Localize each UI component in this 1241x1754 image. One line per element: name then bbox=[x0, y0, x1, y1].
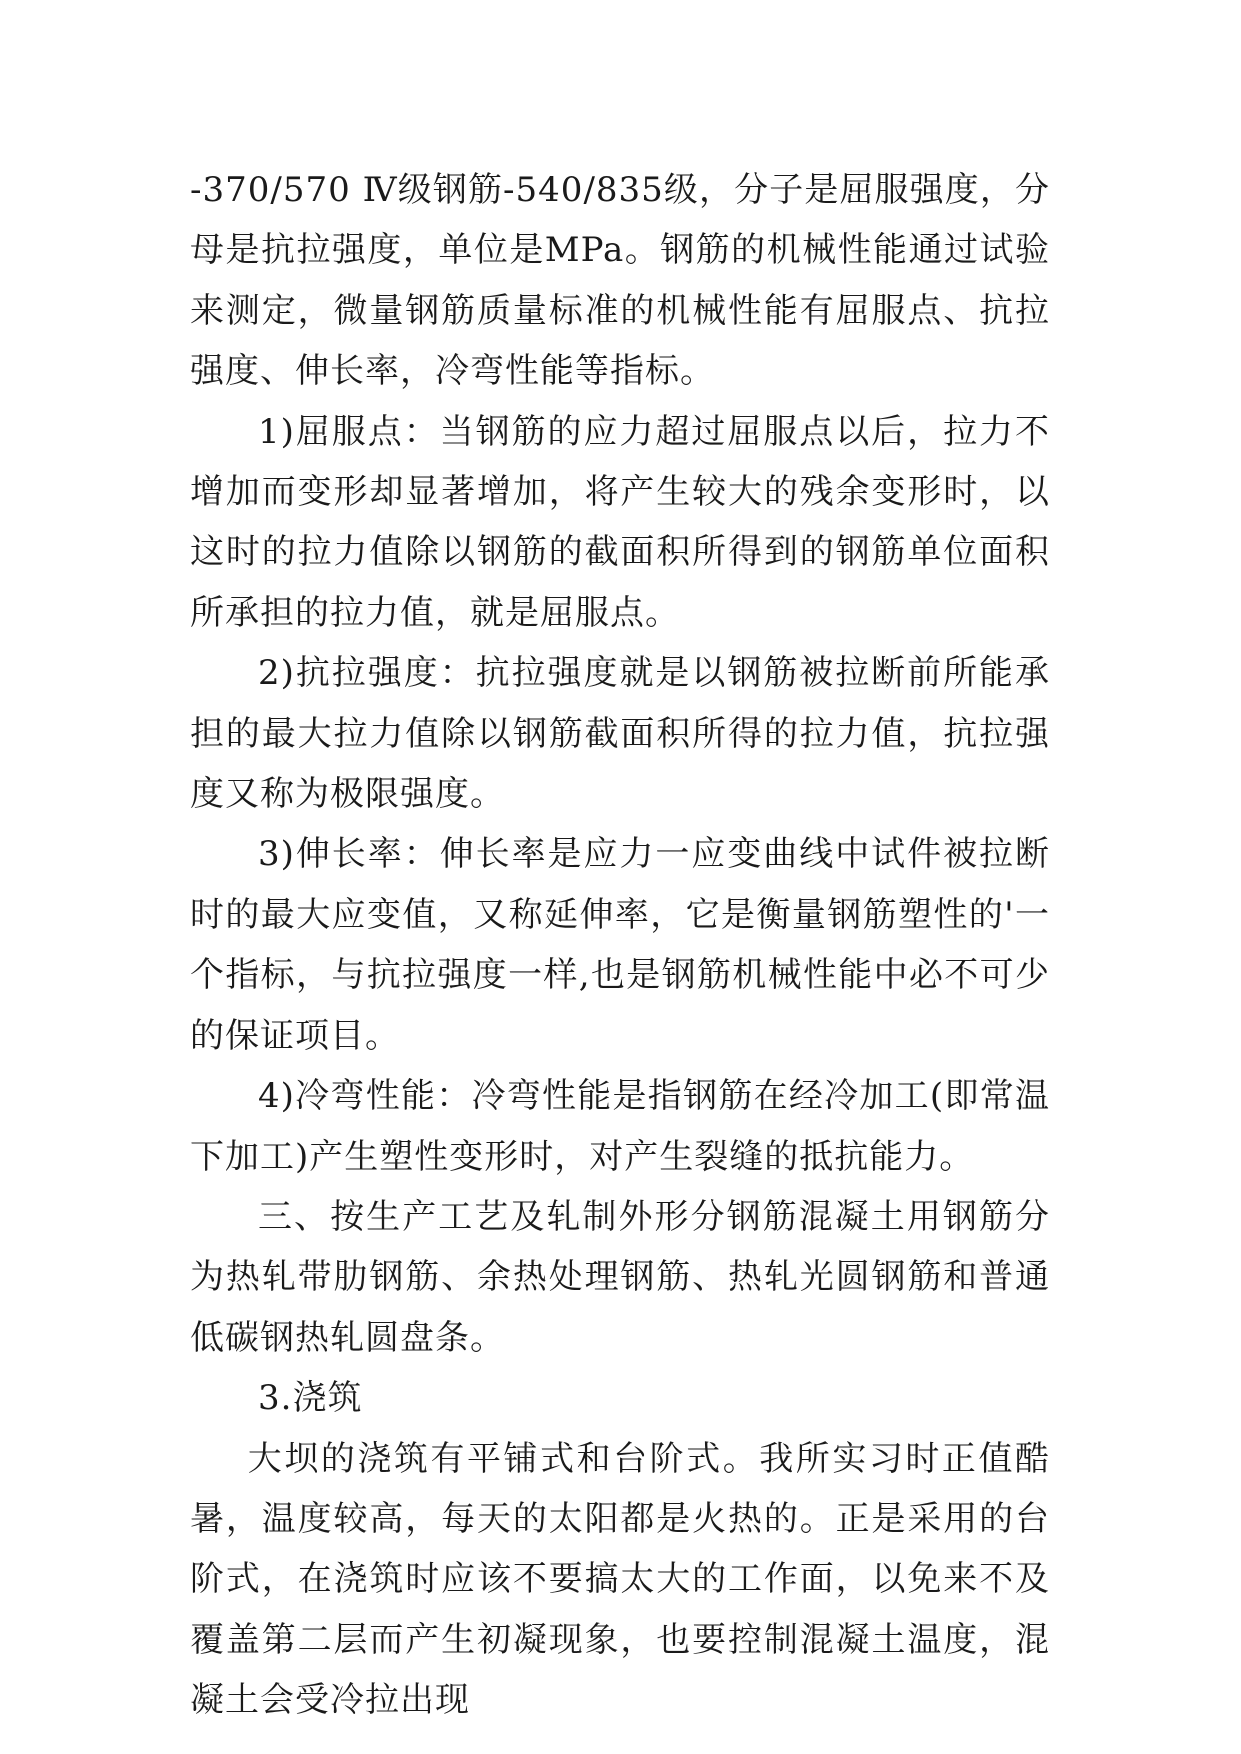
paragraph-elongation: 3)伸长率：伸长率是应力一应变曲线中试件被拉断时的最大应变值，又称延伸率，它是衡量钢筋塑性的'一个指标，与抗拉强度一样,也是钢筋机械性能中必不可少的保证项目。 bbox=[190, 834, 1050, 1056]
paragraph-steel-grades: -370/570 Ⅳ级钢筋-540/835级，分子是屈服强度，分母是抗拉强度，单位是MPa。钢筋的机械性能通过试验来测定，微量钢筋质量标准的机械性能有屈服点、抗拉强度、伸长率，冷弯性能等指标。 bbox=[190, 170, 1050, 392]
paragraph-pouring: 大坝的浇筑有平铺式和台阶式。我所实习时正值酷暑，温度较高，每天的太阳都是火热的。正是采用的台阶式，在浇筑时应该不要搞太大的工作面，以免来不及覆盖第二层而产生初凝现象，也要控制混凝土温度，混凝土会受冷拉出现 bbox=[190, 1438, 1050, 1721]
paragraph-cold-bending: 4)冷弯性能：冷弯性能是指钢筋在经冷加工(即常温下加工)产生塑性变形时，对产生裂缝的抵抗能力。 bbox=[190, 1076, 1050, 1177]
paragraph-tensile-strength: 2)抗拉强度：抗拉强度就是以钢筋被拉断前所能承担的最大拉力值除以钢筋截面积所得的拉力值，抗拉强度又称为极限强度。 bbox=[190, 653, 1050, 815]
paragraph-yield-point: 1)屈服点：当钢筋的应力超过屈服点以后，拉力不增加而变形却显著增加，将产生较大的残余变形时，以这时的拉力值除以钢筋的截面积所得到的钢筋单位面积所承担的拉力值，就是屈服点。 bbox=[190, 411, 1050, 633]
section-heading-pouring: 3.浇筑 bbox=[258, 1378, 363, 1419]
paragraph-classification: 三、按生产工艺及轧制外形分钢筋混凝土用钢筋分为热轧带肋钢筋、余热处理钢筋、热轧光圆钢筋和普通低碳钢热轧圆盘条。 bbox=[190, 1196, 1050, 1358]
document-page bbox=[190, 160, 1050, 1731]
